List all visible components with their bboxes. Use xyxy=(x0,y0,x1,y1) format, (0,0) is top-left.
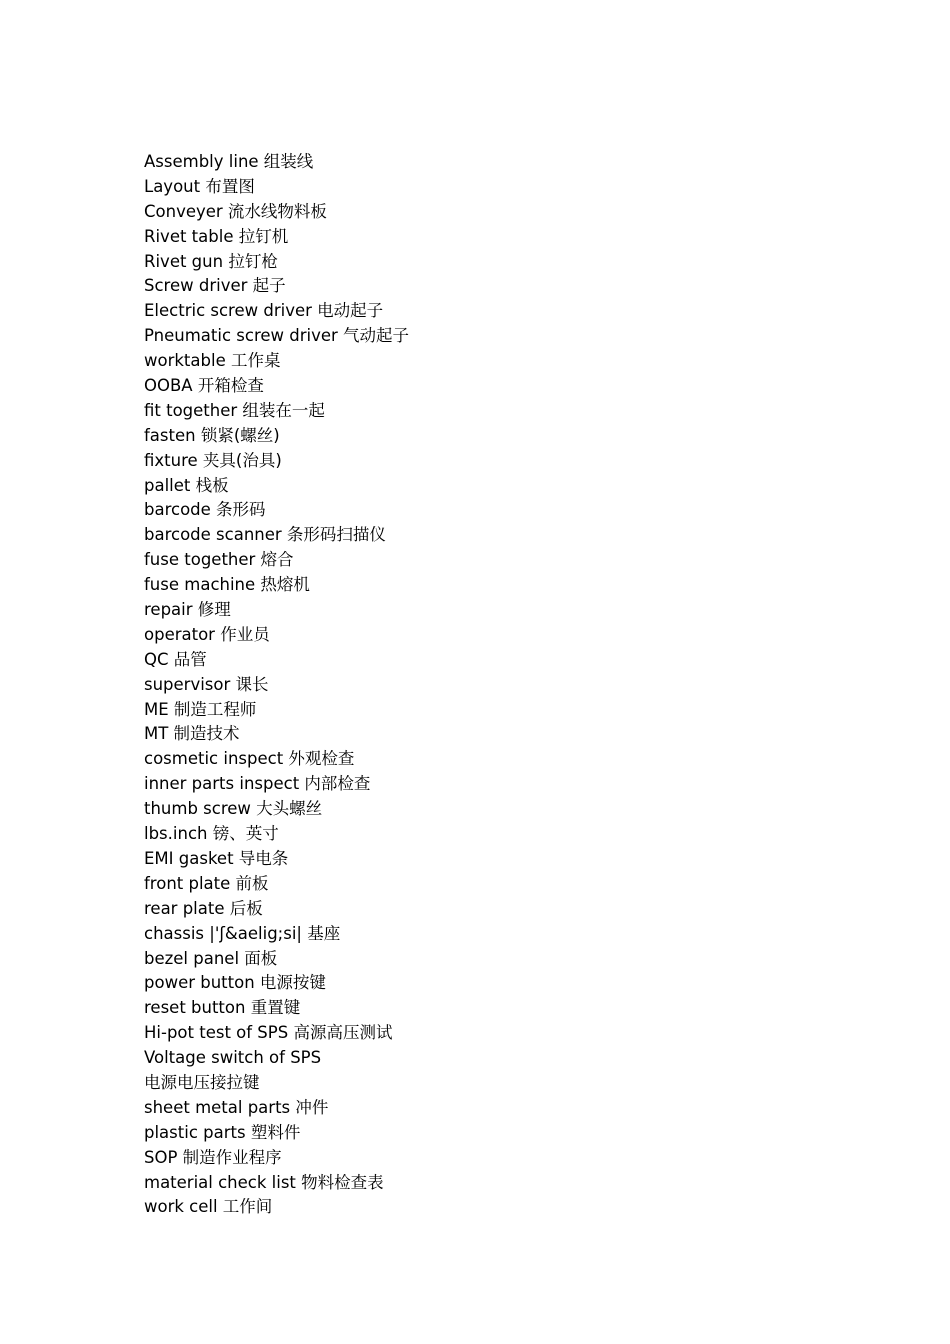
glossary-line: worktable 工作桌 xyxy=(144,351,281,371)
glossary-line: Hi-pot test of SPS 高源高压测试 xyxy=(144,1023,393,1043)
glossary-line: MT 制造技术 xyxy=(144,724,240,744)
glossary-line: ME 制造工程师 xyxy=(144,699,257,719)
glossary-line: sheet metal parts 冲件 xyxy=(144,1097,329,1117)
glossary-line: fixture 夹具(治具) xyxy=(144,450,282,470)
glossary-line: fuse machine 热熔机 xyxy=(144,575,310,595)
glossary-line: OOBA 开箱检查 xyxy=(144,376,264,396)
glossary-line: Assembly line 组装线 xyxy=(144,152,314,171)
glossary-line: Pneumatic screw driver 气动起子 xyxy=(144,326,410,346)
glossary-line: material check list 物料检查表 xyxy=(144,1172,384,1192)
glossary-line: rear plate 后板 xyxy=(144,898,263,918)
glossary-line: 电源电压接拉键 xyxy=(144,1072,260,1092)
glossary-line: work cell 工作间 xyxy=(144,1197,273,1217)
glossary-line: fuse together 熔合 xyxy=(144,550,294,570)
glossary-line: barcode scanner 条形码扫描仪 xyxy=(144,525,386,545)
glossary-line: bezel panel 面板 xyxy=(144,948,278,968)
glossary-line: Rivet table 拉钉机 xyxy=(144,226,289,246)
glossary-line: operator 作业员 xyxy=(144,624,270,644)
glossary-line: EMI gasket 导电条 xyxy=(144,848,289,868)
glossary-line: power button 电源按键 xyxy=(144,973,326,993)
glossary-line: chassis |'ʃ&aelig;si| 基座 xyxy=(144,923,341,943)
glossary-line: lbs.inch 镑、英寸 xyxy=(144,824,279,844)
glossary-line: plastic parts 塑料件 xyxy=(144,1122,301,1142)
glossary-line: Conveyer 流水线物料板 xyxy=(144,201,327,221)
glossary-line: thumb screw 大头螺丝 xyxy=(144,799,323,819)
glossary-line: cosmetic inspect 外观检查 xyxy=(144,749,355,769)
glossary-line: pallet 栈板 xyxy=(144,475,229,495)
glossary-line: Rivet gun 拉钉枪 xyxy=(144,251,278,271)
glossary-line: Screw driver 起子 xyxy=(144,276,286,296)
glossary-line: supervisor 课长 xyxy=(144,674,269,694)
glossary-line: SOP 制造作业程序 xyxy=(144,1147,282,1167)
glossary-line: reset button 重置键 xyxy=(144,998,301,1018)
glossary-line: Voltage switch of SPS xyxy=(144,1048,322,1068)
glossary-line: front plate 前板 xyxy=(144,873,269,893)
glossary-list xyxy=(144,150,409,1220)
glossary-line: fasten 锁紧(螺丝) xyxy=(144,425,280,445)
glossary-line: repair 修理 xyxy=(144,600,231,620)
glossary-line: Electric screw driver 电动起子 xyxy=(144,301,384,321)
glossary-line: inner parts inspect 内部检查 xyxy=(144,774,371,794)
glossary-line: fit together 组装在一起 xyxy=(144,400,325,420)
glossary-line: barcode 条形码 xyxy=(144,500,266,520)
glossary-line: QC 品管 xyxy=(144,649,207,669)
glossary-line: Layout 布置图 xyxy=(144,176,255,196)
